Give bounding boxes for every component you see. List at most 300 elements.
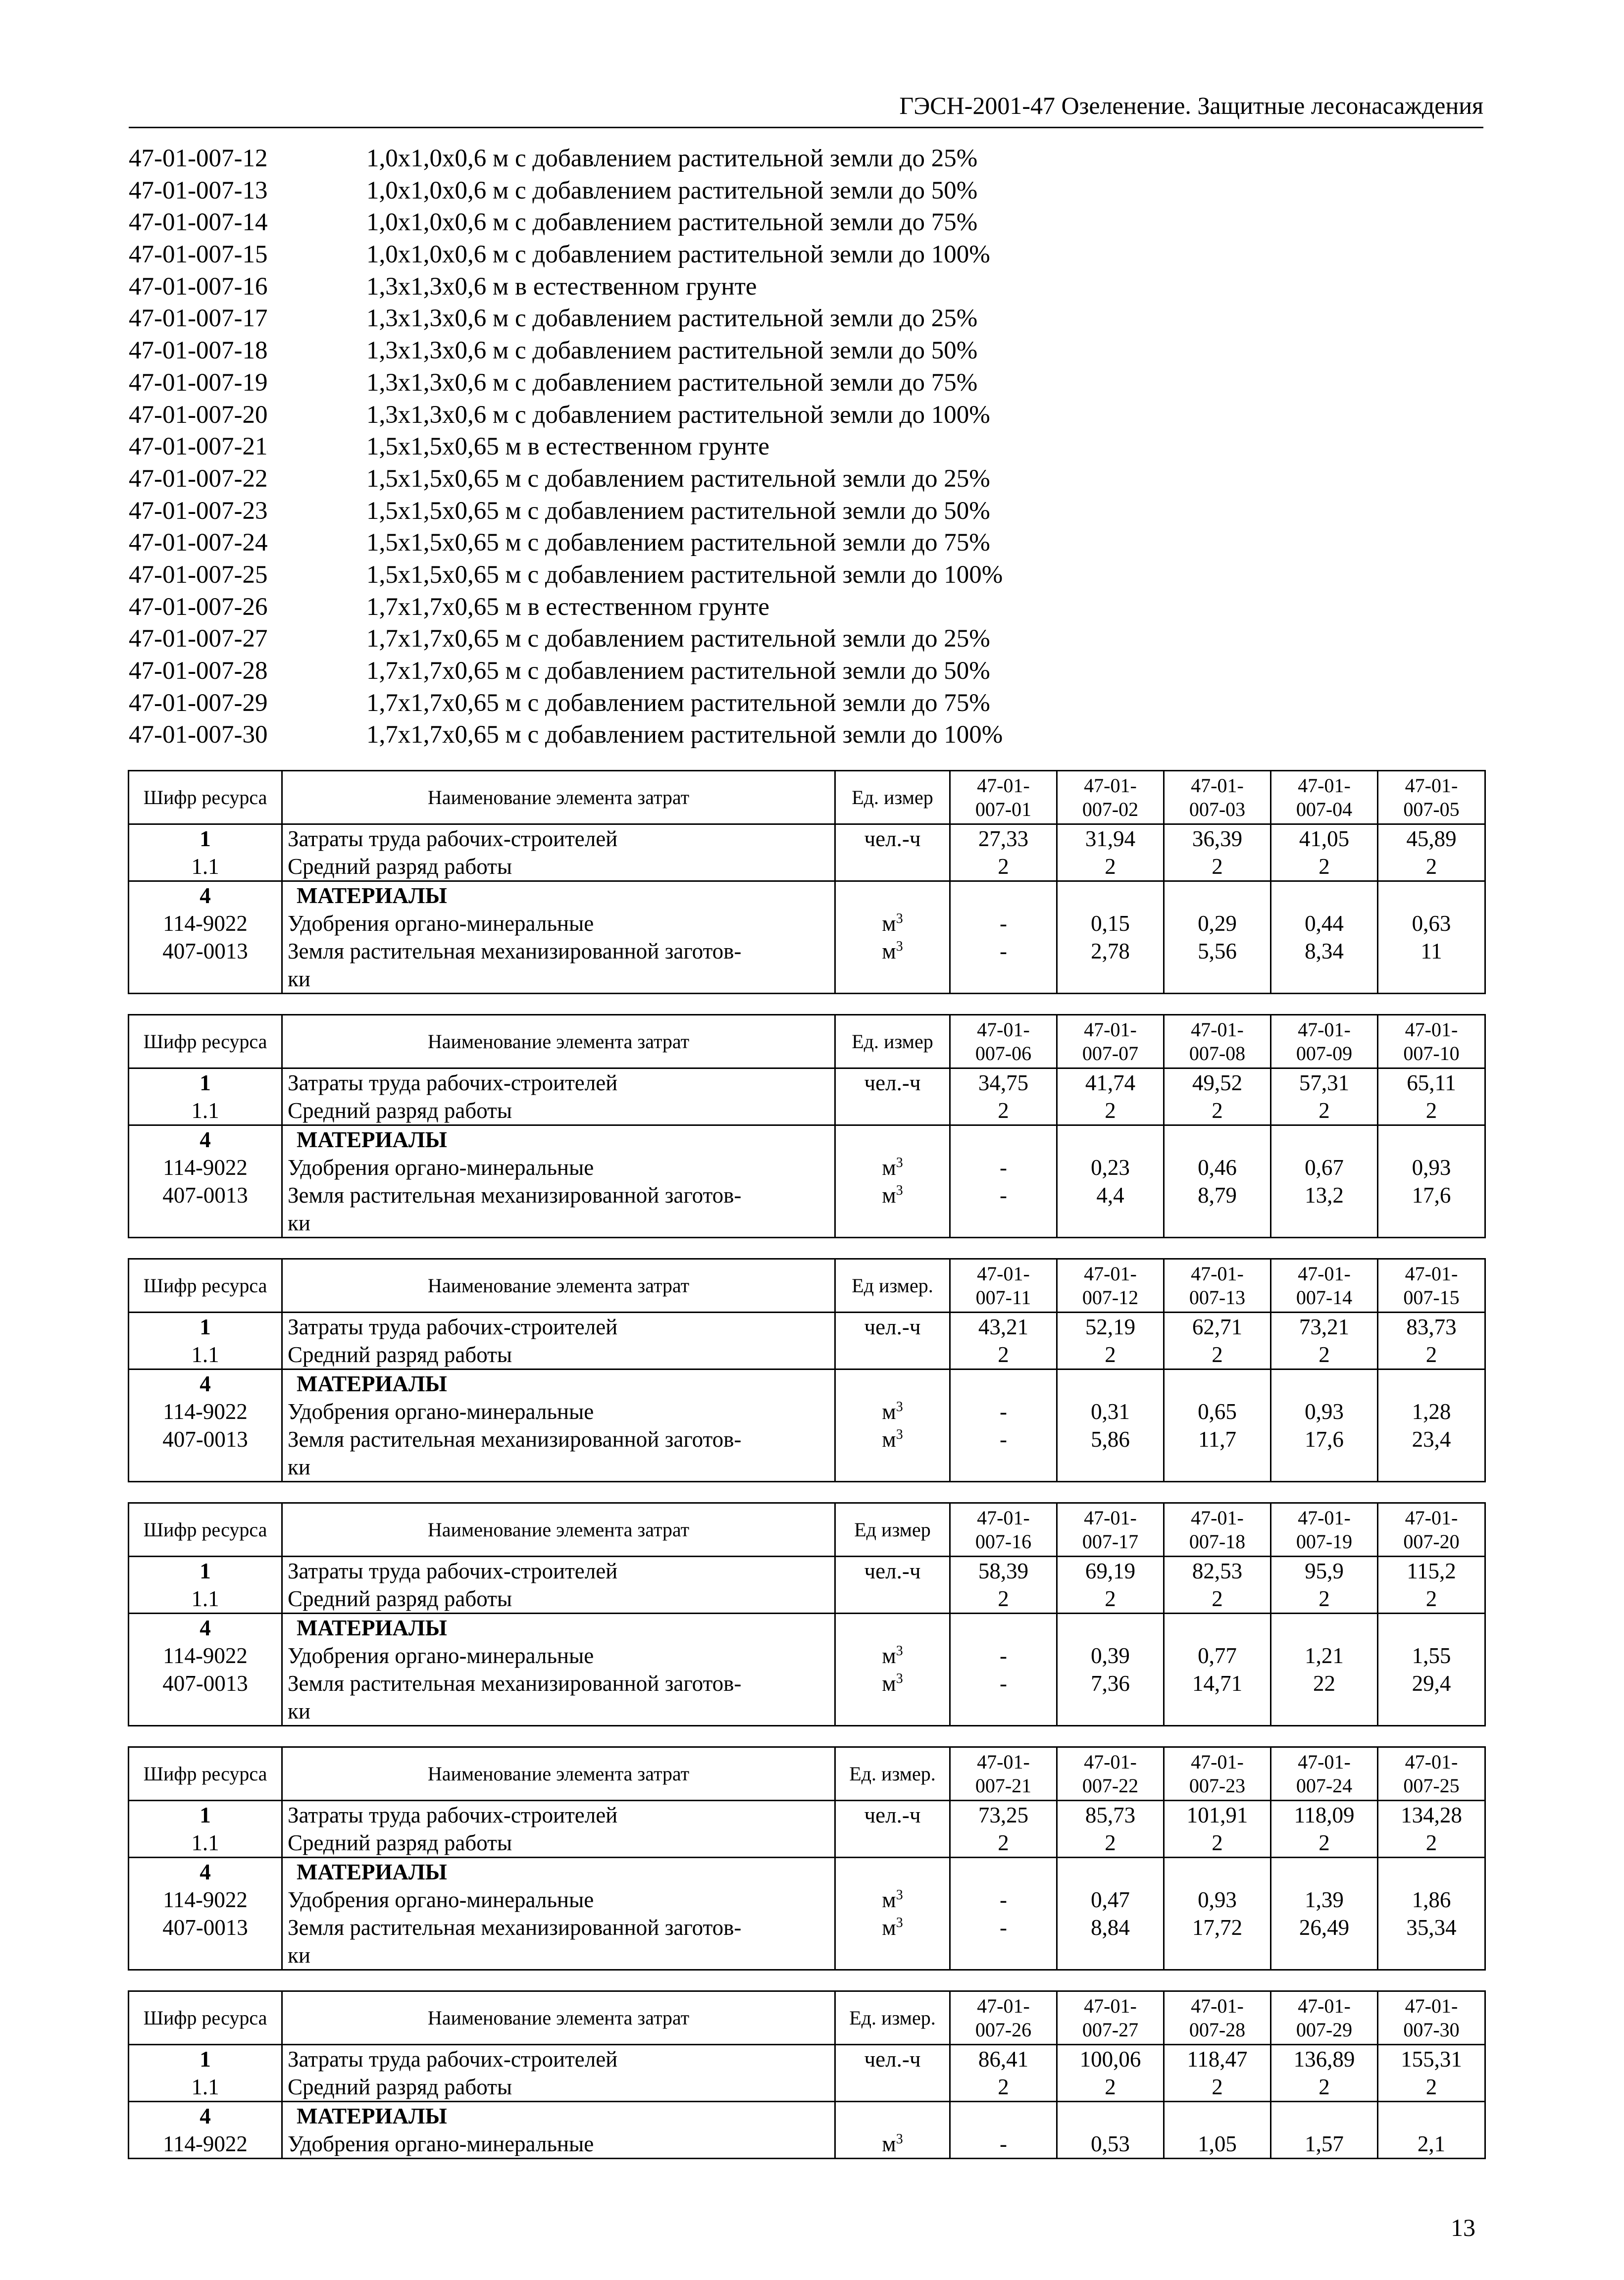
unit-text: чел.-ч [864, 1803, 921, 1827]
row-name [282, 1670, 835, 1726]
row-name-text: Затраты труда рабочих-строителей [288, 1559, 618, 1583]
row-value [1164, 1125, 1271, 1154]
code-list-item [129, 463, 1483, 495]
row-value: 17,72 [1164, 1914, 1271, 1970]
row-value [1164, 2102, 1271, 2130]
header-norm-code [1378, 1991, 1485, 2045]
row-name-text: МАТЕРИАЛЫ [297, 1616, 447, 1640]
row-name [282, 1125, 835, 1154]
row-unit [835, 1125, 950, 1154]
row-value [1271, 1614, 1378, 1642]
row-value: 0,63 [1378, 910, 1485, 937]
row-name-text: МАТЕРИАЛЫ [297, 883, 447, 908]
table-row-group [129, 881, 1485, 910]
norm-code-line2: 007-16 [975, 1530, 1032, 1553]
unit-superscript: 3 [896, 2131, 903, 2147]
norm-code-line1: 47-01- [1191, 1750, 1244, 1773]
row-unit [835, 1886, 950, 1914]
resource-table [128, 1258, 1486, 1482]
row-name-text: МАТЕРИАЛЫ [297, 1860, 447, 1884]
row-unit [835, 1181, 950, 1238]
header-norm-code [1164, 771, 1271, 824]
row-cipher: 1 [129, 1068, 282, 1097]
row-value: 2 [1378, 853, 1485, 881]
norm-code-line2: 007-07 [1082, 1042, 1139, 1064]
header-norm-code [1271, 1503, 1378, 1557]
unit-text: м [882, 2131, 896, 2156]
code-number: 47-01-007-16 [129, 272, 268, 301]
row-cipher: 114-9022 [129, 1642, 282, 1670]
header-cipher: Шифр ресурса [129, 1015, 282, 1068]
norm-code-line1: 47-01- [1084, 1750, 1137, 1773]
row-unit [835, 1369, 950, 1398]
row-value [1378, 2102, 1485, 2130]
header-norm-code [950, 1747, 1057, 1801]
row-value: 13,2 [1271, 1181, 1378, 1238]
row-value: - [950, 1642, 1057, 1670]
row-value [1378, 1369, 1485, 1398]
row-value: - [950, 2130, 1057, 2159]
norm-code-line2: 007-02 [1082, 798, 1139, 820]
row-value: 73,25 [950, 1801, 1057, 1829]
row-name-text: Удобрения органо-минеральные [288, 2131, 594, 2156]
row-value: - [950, 1886, 1057, 1914]
norm-code-line2: 007-28 [1189, 2018, 1246, 2041]
row-name-text: Удобрения органо-минеральные [288, 1887, 594, 1912]
row-cipher: 4 [129, 1125, 282, 1154]
row-value: 58,39 [950, 1557, 1057, 1585]
code-number: 47-01-007-24 [129, 529, 268, 557]
table-row-fert [129, 2130, 1485, 2159]
table-row-grade [129, 853, 1485, 881]
code-description: 1,3х1,3х0,6 м с добавлением растительной земли до 25% [366, 304, 978, 333]
norm-code-line1: 47-01- [1405, 1994, 1458, 2017]
row-value: 136,89 [1271, 2045, 1378, 2074]
norm-code-line2: 007-05 [1403, 798, 1460, 820]
row-value: 0,23 [1057, 1154, 1164, 1181]
header-cipher: Шифр ресурса [129, 1747, 282, 1801]
row-value: 0,67 [1271, 1154, 1378, 1181]
header-name: Наименование элемента затрат [282, 1503, 835, 1557]
norm-code-line2: 007-11 [975, 1286, 1031, 1309]
norm-code-line1: 47-01- [977, 1994, 1030, 2017]
code-list-item [129, 623, 1483, 655]
row-value: 1,05 [1164, 2130, 1271, 2159]
row-cipher: 4 [129, 1858, 282, 1886]
norm-code-line2: 007-27 [1082, 2018, 1139, 2041]
row-cipher: 407-0013 [129, 1425, 282, 1482]
row-value: 31,94 [1057, 824, 1164, 853]
row-value: 45,89 [1378, 824, 1485, 853]
row-value: 2 [950, 1585, 1057, 1614]
row-value [950, 881, 1057, 910]
row-name-text: Затраты труда рабочих-строителей [288, 826, 618, 851]
norm-code-line1: 47-01- [1405, 1750, 1458, 1773]
row-value: 5,56 [1164, 937, 1271, 994]
row-value: 0,46 [1164, 1154, 1271, 1181]
code-list-item [129, 399, 1483, 431]
norm-code-line1: 47-01- [977, 1506, 1030, 1529]
table-header-row [129, 1747, 1485, 1801]
row-value [1164, 1614, 1271, 1642]
header-norm-code [1271, 1991, 1378, 2045]
unit-text: м [882, 1399, 896, 1424]
code-list-item [129, 335, 1483, 367]
header-norm-code [1378, 1747, 1485, 1801]
row-cipher: 1.1 [129, 1829, 282, 1858]
row-value: 2 [950, 853, 1057, 881]
page-header [129, 89, 1483, 128]
norm-code-line2: 007-13 [1189, 1286, 1246, 1309]
row-cipher: 1 [129, 1557, 282, 1585]
row-name-text: Затраты труда рабочих-строителей [288, 1070, 618, 1095]
norm-code-line1: 47-01- [1298, 1750, 1351, 1773]
table-row-labor [129, 1801, 1485, 1829]
header-name: Наименование элемента затрат [282, 1015, 835, 1068]
table-row-soil [129, 1181, 1485, 1238]
header-norm-code [1378, 1015, 1485, 1068]
row-value: 1,55 [1378, 1642, 1485, 1670]
header-norm-code [1271, 1747, 1378, 1801]
table-row-group [129, 1858, 1485, 1886]
row-unit [835, 1313, 950, 1341]
table-row-grade [129, 2073, 1485, 2102]
row-name [282, 1557, 835, 1585]
row-value: 73,21 [1271, 1313, 1378, 1341]
code-description: 1,5х1,5х0,65 м с добавлением растительной земли до 100% [366, 560, 1003, 589]
row-name [282, 853, 835, 881]
row-value: - [950, 910, 1057, 937]
row-cipher: 1 [129, 2045, 282, 2074]
row-name [282, 1097, 835, 1125]
resource-table [128, 1014, 1486, 1238]
row-value [1057, 1125, 1164, 1154]
row-name [282, 1313, 835, 1341]
unit-superscript: 3 [896, 939, 903, 954]
row-name [282, 2102, 835, 2130]
norm-code-line2: 007-01 [975, 798, 1032, 820]
norm-code-line2: 007-08 [1189, 1042, 1246, 1064]
row-name-text: Средний разряд работы [288, 1098, 512, 1123]
row-unit [835, 824, 950, 853]
row-unit [835, 1557, 950, 1585]
code-list-item [129, 655, 1483, 687]
row-value: 2 [1378, 1585, 1485, 1614]
row-name [282, 1858, 835, 1886]
row-name [282, 1068, 835, 1097]
row-value: 1,57 [1271, 2130, 1378, 2159]
row-value: 7,36 [1057, 1670, 1164, 1726]
row-value: 2 [1057, 1341, 1164, 1369]
row-value [1164, 1369, 1271, 1398]
row-unit [835, 1801, 950, 1829]
unit-text: чел.-ч [864, 1070, 921, 1095]
row-unit [835, 1425, 950, 1482]
row-value: 1,39 [1271, 1886, 1378, 1914]
row-value: 8,84 [1057, 1914, 1164, 1970]
row-value: - [950, 1425, 1057, 1482]
unit-superscript: 3 [896, 1915, 903, 1930]
table-header-row [129, 1015, 1485, 1068]
row-unit [835, 1097, 950, 1125]
row-name-text: МАТЕРИАЛЫ [297, 2104, 447, 2128]
row-name [282, 2045, 835, 2074]
row-cipher: 1.1 [129, 1097, 282, 1125]
code-number: 47-01-007-25 [129, 560, 268, 589]
header-unit: Ед. измер [835, 771, 950, 824]
unit-text: м [882, 1915, 896, 1940]
row-value: 2 [1271, 1097, 1378, 1125]
table-row-fert [129, 1642, 1485, 1670]
row-name [282, 1614, 835, 1642]
norm-code-line1: 47-01- [977, 1262, 1030, 1285]
row-value: 2 [1271, 1341, 1378, 1369]
row-value: 57,31 [1271, 1068, 1378, 1097]
row-value [1164, 881, 1271, 910]
norm-code-line2: 007-10 [1403, 1042, 1460, 1064]
row-value [1378, 1125, 1485, 1154]
row-name [282, 2073, 835, 2102]
row-value: 0,93 [1271, 1398, 1378, 1425]
row-cipher: 1.1 [129, 1585, 282, 1614]
table-row-fert [129, 1398, 1485, 1425]
row-value: 2 [1271, 1829, 1378, 1858]
row-value: 8,79 [1164, 1181, 1271, 1238]
row-value: 2 [1164, 2073, 1271, 2102]
row-name-text: Средний разряд работы [288, 854, 512, 879]
row-unit [835, 2102, 950, 2130]
row-value: 34,75 [950, 1068, 1057, 1097]
code-list-item [129, 495, 1483, 527]
row-value [1271, 1369, 1378, 1398]
row-name-text: Земля растительная механизированной заготов- [288, 1915, 742, 1940]
header-norm-code [950, 1503, 1057, 1557]
unit-superscript: 3 [896, 1183, 903, 1198]
row-value [1271, 2102, 1378, 2130]
row-cipher: 4 [129, 1369, 282, 1398]
row-name [282, 2130, 835, 2159]
row-value: 0,93 [1164, 1886, 1271, 1914]
header-norm-code [1271, 1015, 1378, 1068]
code-list-item [129, 143, 1483, 175]
header-unit: Ед. измер [835, 1015, 950, 1068]
row-value: 95,9 [1271, 1557, 1378, 1585]
table-row-labor [129, 1068, 1485, 1097]
table-row-soil [129, 1914, 1485, 1970]
code-list-item [129, 271, 1483, 303]
code-list-item [129, 719, 1483, 751]
row-value: 41,74 [1057, 1068, 1164, 1097]
unit-text: м [882, 1643, 896, 1668]
row-value [1057, 1369, 1164, 1398]
header-norm-code [1164, 1747, 1271, 1801]
row-name [282, 1914, 835, 1970]
resource-table [128, 770, 1486, 994]
norm-code-line1: 47-01- [1191, 774, 1244, 797]
row-cipher: 407-0013 [129, 1670, 282, 1726]
row-value: 2 [1164, 1829, 1271, 1858]
row-name-continuation: ки [288, 1455, 310, 1479]
header-norm-code [1057, 1503, 1164, 1557]
norm-code-line2: 007-12 [1082, 1286, 1139, 1309]
code-description: 1,5х1,5х0,65 м с добавлением растительной земли до 25% [366, 464, 990, 493]
norm-code-line2: 007-14 [1296, 1286, 1353, 1309]
norm-code-line2: 007-20 [1403, 1530, 1460, 1553]
row-value: 2 [1164, 1097, 1271, 1125]
row-value: 0,53 [1057, 2130, 1164, 2159]
row-value: 2,1 [1378, 2130, 1485, 2159]
code-number: 47-01-007-13 [129, 176, 268, 204]
header-norm-code [1057, 1991, 1164, 2045]
row-value: 36,39 [1164, 824, 1271, 853]
unit-superscript: 3 [896, 911, 903, 926]
row-value [1057, 1614, 1164, 1642]
row-name [282, 1642, 835, 1670]
header-norm-code [950, 771, 1057, 824]
row-name-continuation: ки [288, 1943, 310, 1968]
row-cipher: 114-9022 [129, 2130, 282, 2159]
row-value: 49,52 [1164, 1068, 1271, 1097]
resource-table [128, 1502, 1486, 1726]
norm-code-line2: 007-15 [1403, 1286, 1460, 1309]
row-value: 69,19 [1057, 1557, 1164, 1585]
row-name [282, 1585, 835, 1614]
row-cipher: 407-0013 [129, 937, 282, 994]
norm-code-line2: 007-24 [1296, 1774, 1353, 1797]
unit-superscript: 3 [896, 1427, 903, 1442]
row-unit [835, 1670, 950, 1726]
table-row-labor [129, 1557, 1485, 1585]
row-value: 27,33 [950, 824, 1057, 853]
row-value: 118,47 [1164, 2045, 1271, 2074]
row-value: 2 [1057, 853, 1164, 881]
unit-text: м [882, 1155, 896, 1180]
header-norm-code [1057, 1015, 1164, 1068]
unit-text: м [882, 1427, 896, 1452]
code-list-item [129, 591, 1483, 623]
row-name-text: Удобрения органо-минеральные [288, 1643, 594, 1668]
row-name-text: Затраты труда рабочих-строителей [288, 1803, 618, 1827]
norm-code-line2: 007-30 [1403, 2018, 1460, 2041]
row-value: 0,77 [1164, 1642, 1271, 1670]
row-name [282, 1154, 835, 1181]
header-title: ГЭСН-2001-47 Озеленение. Защитные лесонасаждения [899, 92, 1483, 119]
row-cipher: 407-0013 [129, 1181, 282, 1238]
header-name: Наименование элемента затрат [282, 1747, 835, 1801]
row-cipher: 4 [129, 1614, 282, 1642]
norm-code-line2: 007-09 [1296, 1042, 1353, 1064]
row-name-text: Средний разряд работы [288, 1586, 512, 1611]
norm-code-line2: 007-04 [1296, 798, 1353, 820]
row-name-text: Земля растительная механизированной заготов- [288, 1671, 742, 1696]
header-norm-code [1164, 1503, 1271, 1557]
code-list-item [129, 206, 1483, 239]
row-value [1378, 1858, 1485, 1886]
code-number: 47-01-007-26 [129, 593, 268, 621]
table-row-group [129, 1614, 1485, 1642]
header-norm-code [950, 1259, 1057, 1313]
code-list-item [129, 687, 1483, 719]
code-list-item [129, 303, 1483, 335]
code-list-item [129, 239, 1483, 271]
row-cipher: 407-0013 [129, 1914, 282, 1970]
row-value [1378, 1614, 1485, 1642]
unit-text: чел.-ч [864, 826, 921, 851]
header-unit: Ед измер [835, 1503, 950, 1557]
row-value: 14,71 [1164, 1670, 1271, 1726]
table-row-group [129, 1369, 1485, 1398]
row-name [282, 1425, 835, 1482]
header-norm-code [950, 1015, 1057, 1068]
row-name-text: Земля растительная механизированной заготов- [288, 939, 742, 963]
row-value: 2 [1378, 1829, 1485, 1858]
row-value: - [950, 1670, 1057, 1726]
row-unit [835, 1829, 950, 1858]
norm-code-line2: 007-18 [1189, 1530, 1246, 1553]
norm-code-line1: 47-01- [1191, 1262, 1244, 1285]
code-number: 47-01-007-29 [129, 689, 268, 717]
row-unit [835, 2045, 950, 2074]
row-unit [835, 1858, 950, 1886]
row-value: 2 [950, 1097, 1057, 1125]
row-value [1164, 1858, 1271, 1886]
row-value: 2 [1378, 1341, 1485, 1369]
row-unit [835, 881, 950, 910]
row-value: 115,2 [1378, 1557, 1485, 1585]
norm-code-line1: 47-01- [1405, 774, 1458, 797]
norm-code-line2: 007-22 [1082, 1774, 1139, 1797]
table-row-grade [129, 1097, 1485, 1125]
row-name [282, 881, 835, 910]
code-number: 47-01-007-19 [129, 368, 268, 397]
unit-superscript: 3 [896, 1671, 903, 1686]
table-header-row [129, 1991, 1485, 2045]
header-norm-code [1378, 1503, 1485, 1557]
row-value: 2 [1271, 2073, 1378, 2102]
code-number: 47-01-007-12 [129, 145, 268, 172]
header-cipher: Шифр ресурса [129, 771, 282, 824]
table-row-grade [129, 1829, 1485, 1858]
table-row-labor [129, 824, 1485, 853]
page-number: 13 [1451, 2214, 1475, 2241]
row-value: 62,71 [1164, 1313, 1271, 1341]
norm-code-line2: 007-25 [1403, 1774, 1460, 1797]
code-description: 1,3х1,3х0,6 м с добавлением растительной земли до 50% [366, 337, 978, 365]
table-row-labor [129, 2045, 1485, 2074]
unit-text: м [882, 1887, 896, 1912]
table-row-grade [129, 1585, 1485, 1614]
unit-text: м [882, 1183, 896, 1208]
norm-code-line1: 47-01- [1084, 1262, 1137, 1285]
row-value: 2 [950, 1829, 1057, 1858]
code-description: 1,7х1,7х0,65 м с добавлением растительной земли до 100% [366, 721, 1003, 749]
unit-text: м [882, 939, 896, 963]
norm-code-line2: 007-03 [1189, 798, 1246, 820]
norm-code-line2: 007-21 [975, 1774, 1032, 1797]
row-value: 101,91 [1164, 1801, 1271, 1829]
row-value: 0,29 [1164, 910, 1271, 937]
norm-code-line2: 007-17 [1082, 1530, 1139, 1553]
code-description: 1,0х1,0х0,6 м с добавлением растительной земли до 50% [366, 176, 978, 204]
norm-code-line1: 47-01- [977, 1750, 1030, 1773]
row-unit [835, 1068, 950, 1097]
row-value: 2 [1164, 1341, 1271, 1369]
norm-code-line1: 47-01- [1298, 1506, 1351, 1529]
row-value: 2 [1164, 1585, 1271, 1614]
row-value: - [950, 1914, 1057, 1970]
table-row-soil [129, 1425, 1485, 1482]
header-norm-code [1378, 771, 1485, 824]
